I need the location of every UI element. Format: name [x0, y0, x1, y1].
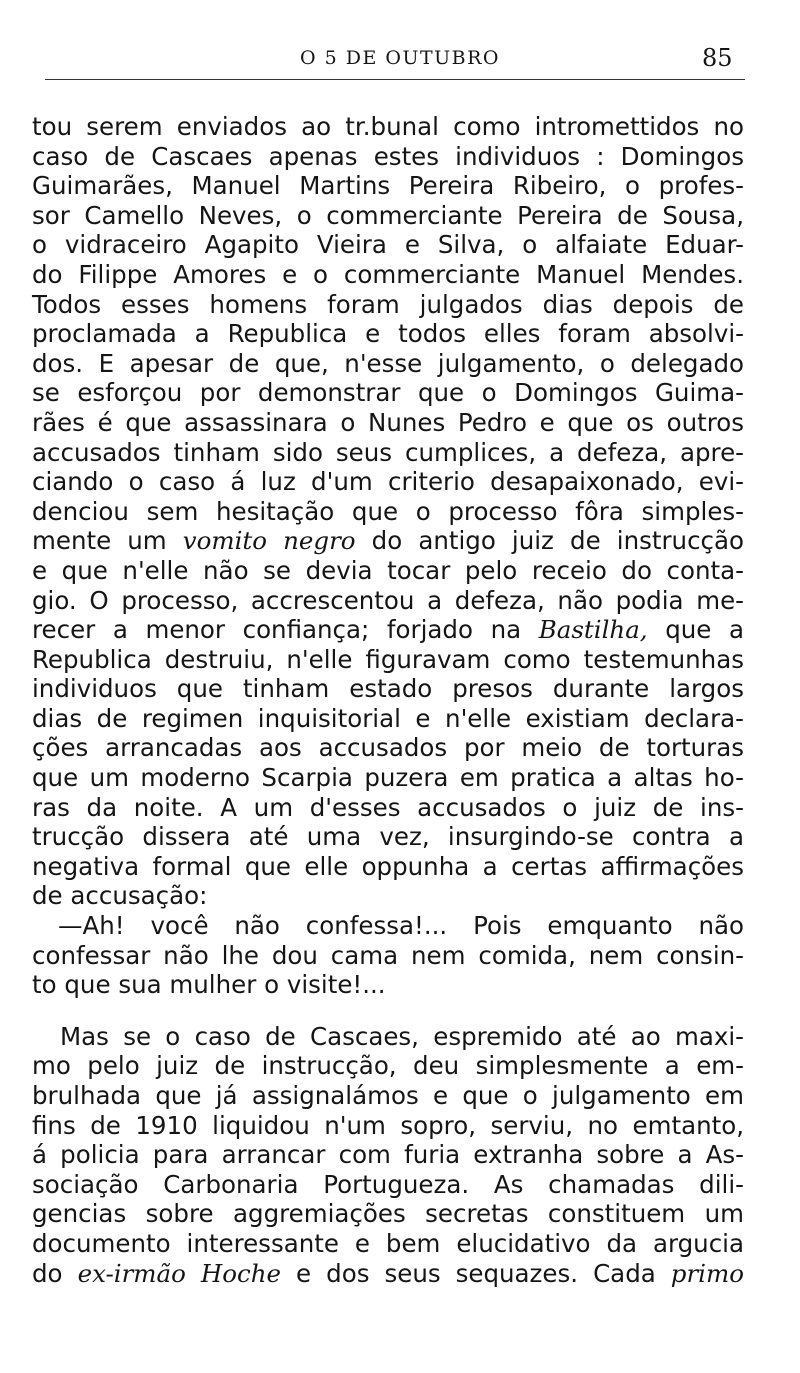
text-line: e que n'elle não se devia tocar pelo receio do conta- — [32, 555, 744, 585]
text-line: de accusação: — [32, 881, 208, 911]
text-line: Todos esses homens foram julgados dias depois de — [32, 289, 744, 319]
text-line: negativa formal que elle oppunha a certas affirmações — [32, 851, 744, 881]
text-line: mo pelo juiz de instrucção, deu simplesmente a em- — [32, 1051, 744, 1081]
text-line — [32, 1259, 744, 1289]
text-line: Republica destruiu, n'elle figuravam como testemunhas — [32, 644, 744, 674]
header-rule — [45, 79, 745, 80]
quote-line: confessar não lhe dou cama nem comida, nem consin- — [32, 940, 744, 970]
text-line — [32, 615, 744, 645]
text-line: ções arrancadas aos accusados por meio de torturas — [32, 733, 744, 763]
quote-line: —Ah! você não confessa!... Pois emquanto não — [58, 911, 744, 941]
text-line: ras da noite. A um d'esses accusados o juiz de ins- — [32, 792, 744, 822]
text-line: gencias sobre aggremiações secretas constituem um — [32, 1199, 744, 1229]
text-line: gio. O processo, accrescentou a defeza, não podia me- — [32, 585, 744, 615]
text-fragment: do antigo juiz de instrucção — [355, 526, 745, 556]
text-line: proclamada a Republica e todos elles foram absolvi- — [32, 319, 744, 349]
text-fragment: recer a menor confiança; forjado na — [32, 615, 539, 645]
italic-phrase: Bastilha, — [538, 615, 648, 645]
text-line: sociação Carbonaria Portugueza. As chamadas dili- — [32, 1169, 744, 1199]
text-line — [32, 526, 744, 556]
text-line: caso de Cascaes apenas estes individuos : Domingos — [32, 141, 744, 171]
text-fragment: que a — [647, 615, 744, 645]
text-line: individuos que tinham estado presos durante largos — [32, 674, 744, 704]
text-line: brulhada que já assignalámos e que o julgamento em — [32, 1081, 744, 1110]
text-line: sor Camello Neves, o commerciante Pereira de Sousa, — [32, 200, 744, 230]
text-line: ciando o caso á luz d'um criterio desapaixonado, evi- — [32, 467, 744, 497]
italic-phrase: primo — [670, 1258, 744, 1288]
text-fragment: do — [32, 1258, 78, 1288]
text-line: accusados tinham sido seus cumplices, a defeza, apre- — [32, 437, 744, 467]
running-title: O 5 DE OUTUBRO — [300, 47, 501, 69]
text-line: Mas se o caso de Cascaes, espremido até ao maxi- — [60, 1021, 744, 1051]
text-line: á policia para arrancar com furia extranha sobre a As- — [32, 1140, 744, 1170]
text-line: que um moderno Scarpia puzera em pratica a altas ho- — [32, 763, 744, 793]
text-line: o vidraceiro Agapito Vieira e Silva, o alfaiate Eduar- — [32, 230, 744, 260]
page-body — [32, 112, 744, 1288]
page-number: 85 — [702, 44, 733, 72]
text-line: tou serem enviados ao tr.bunal como intromettidos no — [32, 112, 744, 141]
text-line: rães é que assassinara o Nunes Pedro e que os outros — [32, 407, 744, 437]
text-line: Guimarães, Manuel Martins Pereira Ribeiro, o profes- — [32, 171, 744, 201]
text-line: trucção dissera até uma vez, insurgindo-se contra a — [32, 822, 744, 852]
italic-phrase: vomito negro — [182, 526, 356, 556]
text-line: se esforçou por demonstrar que o Domingos Guima- — [32, 378, 744, 408]
text-line: do Filippe Amores e o commerciante Manuel Mendes. — [32, 259, 744, 289]
text-line: fins de 1910 liquidou n'um sopro, serviu, no emtanto, — [32, 1110, 744, 1140]
text-line: dos. E apesar de que, n'esse julgamento, o delegado — [32, 348, 744, 378]
quote-line: to que sua mulher o visite!... — [32, 970, 386, 1000]
text-line: documento interessante e bem elucidativo da argucia — [32, 1228, 744, 1258]
italic-phrase: ex-irmão Hoche — [77, 1258, 282, 1288]
paragraph-gap — [32, 1000, 744, 1022]
text-fragment: mente um — [32, 526, 183, 556]
text-line: dias de regimen inquisitorial e n'elle existiam declara- — [32, 703, 744, 733]
text-fragment: e dos seus sequazes. Cada — [281, 1258, 671, 1288]
text-line: denciou sem hesitação que o processo fôra simples- — [32, 496, 744, 526]
